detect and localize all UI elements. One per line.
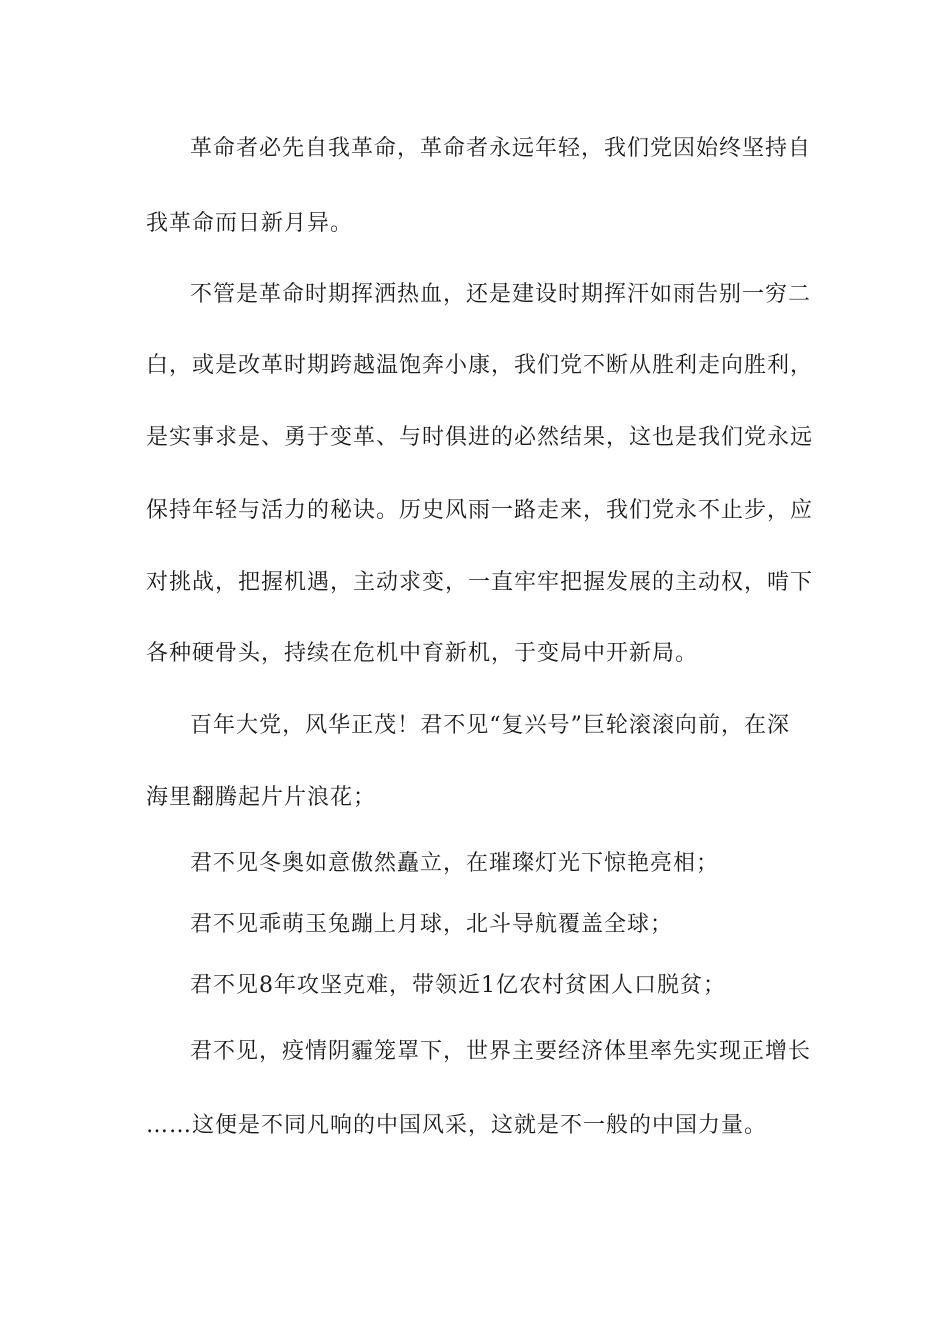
paragraph-6: 君不见8年攻坚克难，带领近1亿农村贫困人口脱贫； — [190, 973, 726, 998]
paragraph-2-line-6: 各种硬骨头，持续在危机中育新机，于变局中开新局。 — [146, 641, 699, 666]
paragraph-2-line-3: 是实事求是、勇于变革、与时俱进的必然结果，这也是我们党永远 — [146, 425, 814, 450]
paragraph-2-line-4: 保持年轻与活力的秘诀。历史风雨一路走来，我们党永不止步，应 — [146, 498, 814, 523]
paragraph-3-line-2: 海里翻腾起片片浪花； — [146, 785, 377, 810]
paragraph-2-line-1: 不管是革命时期挥洒热血，还是建设时期挥汗如雨告别一穷二 — [190, 282, 812, 307]
paragraph-4: 君不见冬奥如意傲然矗立，在璀璨灯光下惊艳亮相； — [190, 851, 720, 876]
paragraph-2-line-2: 白，或是改革时期跨越温饱奔小康，我们党不断从胜利走向胜利， — [146, 353, 814, 378]
paragraph-7-line-1: 君不见，疫情阴霾笼罩下，世界主要经济体里率先实现正增长 — [190, 1039, 812, 1064]
paragraph-1-line-2: 我革命而日新月异。 — [146, 211, 354, 236]
paragraph-5: 君不见乖萌玉兔蹦上月球，北斗导航覆盖全球； — [190, 912, 674, 937]
paragraph-1-line-1: 革命者必先自我革命，革命者永远年轻，我们党因始终坚持自 — [190, 136, 812, 161]
paragraph-3-line-1: 百年大党，风华正茂！君不见“复兴号”巨轮滚滚向前，在深 — [190, 713, 790, 738]
paragraph-2-line-5: 对挑战，把握机遇，主动求变，一直牢牢把握发展的主动权，啃下 — [146, 570, 814, 595]
paragraph-7-line-2: ……这便是不同凡响的中国风采，这就是不一般的中国力量。 — [146, 1113, 768, 1138]
